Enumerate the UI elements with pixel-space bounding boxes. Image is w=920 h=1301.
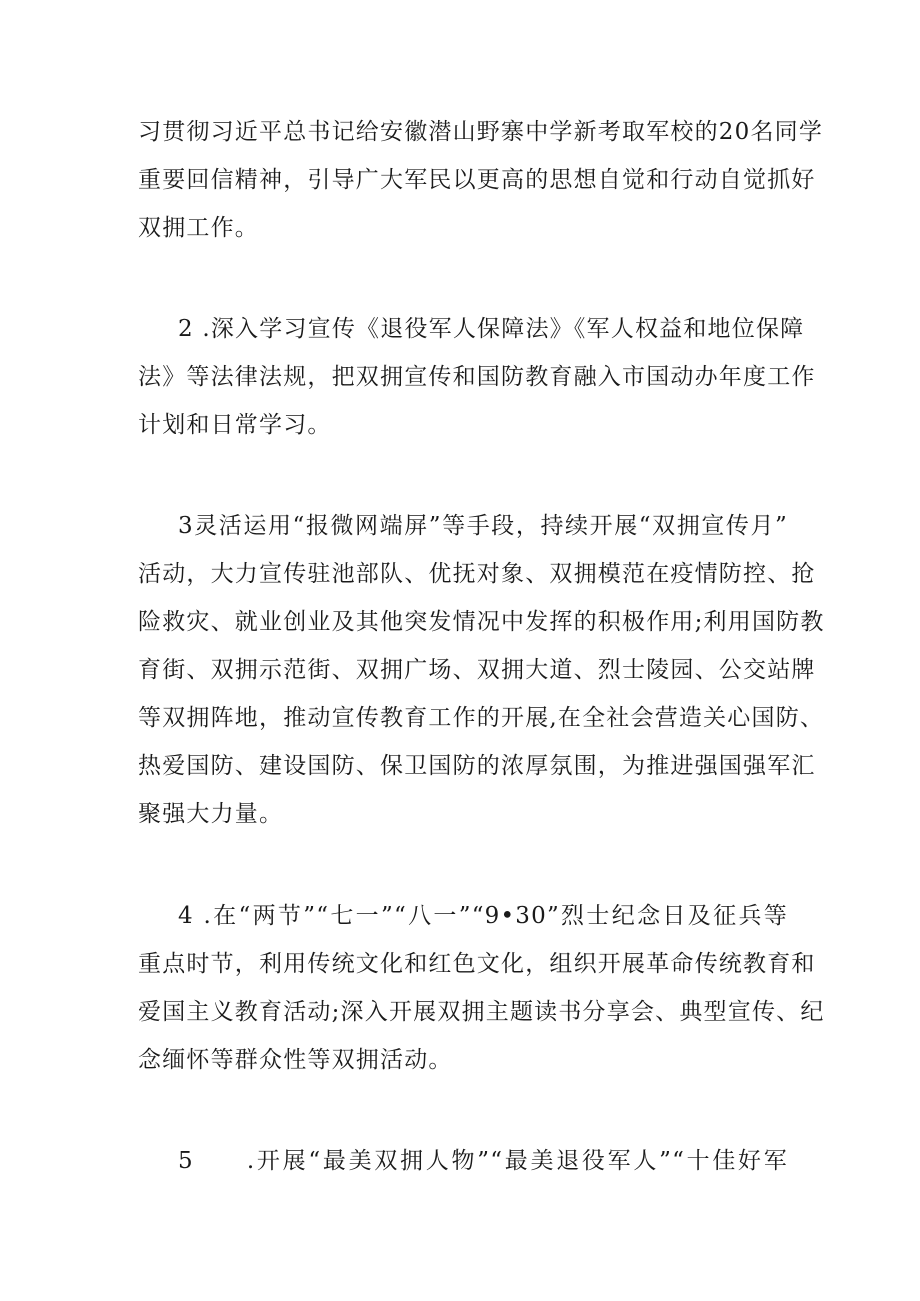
paragraph-5 xyxy=(138,1137,788,1185)
text-line: 险救灾、就业创业及其他突发情况中发挥的积极作用;利用国防教 xyxy=(138,609,825,635)
text-line: 重要回信精神，引导广大军民以更高的思想自觉和行动自觉抓好 xyxy=(138,167,816,193)
text-line: 热爱国防、建设国防、保卫国防的浓厚氛围，为推进强国强军汇 xyxy=(138,753,816,779)
text-line: 3灵活运用“报微网端屏”等手段，持续开展“双拥宣传月” xyxy=(178,513,788,539)
paragraph-2 xyxy=(138,305,816,449)
text-line: 爱国主义教育活动;深入开展双拥主题读书分享会、典型宣传、纪 xyxy=(138,999,825,1025)
text-line: 5 .开展“最美双拥人物”“最美退役军人”“十佳好军 xyxy=(178,1148,788,1174)
text-line: 法》等法律法规，把双拥宣传和国防教育融入市国动办年度工作 xyxy=(138,364,816,390)
text-line: 双拥工作。 xyxy=(138,215,259,241)
text-line: 聚强大力量。 xyxy=(138,801,284,827)
text-line: 活动，大力宣传驻池部队、优抚对象、双拥模范在疫情防控、抢 xyxy=(138,561,816,587)
text-line: 重点时节，利用传统文化和红色文化，组织开展革命传统教育和 xyxy=(138,951,816,977)
paragraph-4 xyxy=(138,892,825,1084)
text-line: 计划和日常学习。 xyxy=(138,412,332,438)
paragraph-3 xyxy=(138,502,825,838)
text-line: 习贯彻习近平总书记给安徽潜山野寨中学新考取军校的20名同学 xyxy=(138,119,824,145)
text-line: 2 .深入学习宣传《退役军人保障法》《军人权益和地位保障 xyxy=(178,316,805,342)
text-line: 念缅怀等群众性等双拥活动。 xyxy=(138,1047,453,1073)
paragraph-1-continuation xyxy=(138,108,824,252)
text-line: 育街、双拥示范街、双拥广场、双拥大道、烈士陵园、公交站牌 xyxy=(138,657,816,683)
text-line: 4 .在“两节”“七一”“八一”“9•30”烈士纪念日及征兵等 xyxy=(178,903,788,929)
text-line: 等双拥阵地，推动宣传教育工作的开展,在全社会营造关心国防、 xyxy=(138,705,825,731)
